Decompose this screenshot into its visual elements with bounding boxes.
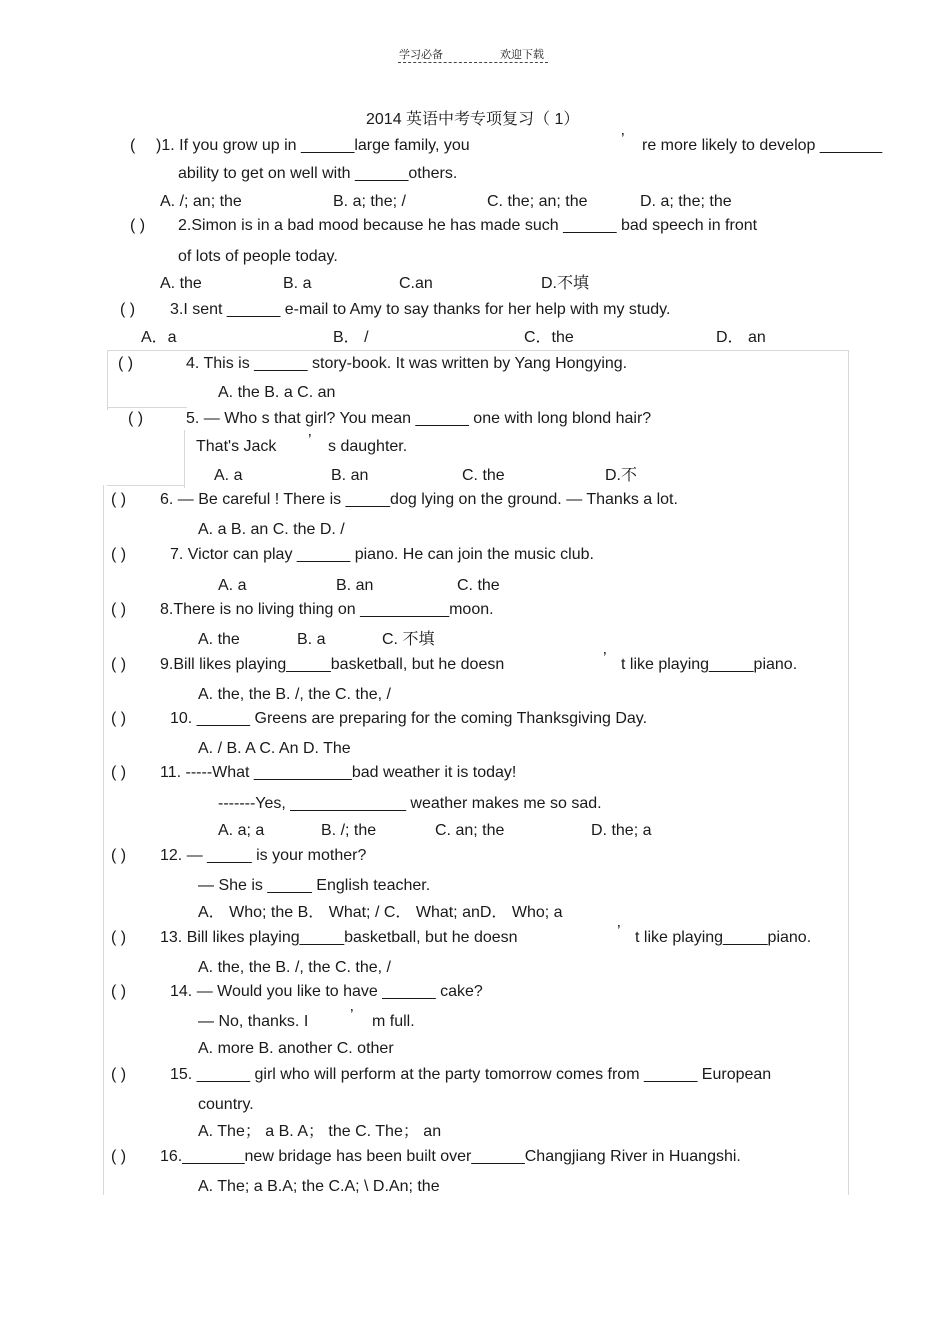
q1-line2: ability to get on well with ______others. <box>178 165 458 182</box>
q15-text: 15. ______ girl who will perform at the party tomorrow comes from ______ European <box>170 1066 772 1083</box>
q7-option-c: C. the <box>457 577 500 594</box>
q1-text-rest: re more likely to develop _______ <box>642 137 883 154</box>
q5-line2b: s daughter. <box>328 438 408 455</box>
q5-paren: ( ) <box>128 410 144 427</box>
q9-text-rest: t like playing_____piano. <box>621 656 798 673</box>
q4-paren: ( ) <box>118 355 134 372</box>
q3-text: 3.I sent ______ e-mail to Amy to say thanks for her help with my study. <box>170 301 671 318</box>
q11-line2: -------Yes, _____________ weather makes me so sad. <box>218 795 602 812</box>
q2-paren: ( ) <box>130 217 146 234</box>
q13-apostrophe: ’ <box>617 923 621 940</box>
frame-line <box>107 350 108 410</box>
q8-text: 8.There is no living thing on __________moon. <box>160 601 494 618</box>
q2-option-c: C.an <box>399 275 433 292</box>
q13-text-rest: t like playing_____piano. <box>635 929 812 946</box>
header-right: 欢迎下载 <box>500 48 544 61</box>
q1-option-c: C. the; an; the <box>487 193 588 210</box>
q15-paren: ( ) <box>111 1066 127 1083</box>
q2-option-d: D.不填 <box>541 275 590 292</box>
q9-text: 9.Bill likes playing_____basketball, but he doesn <box>160 656 505 673</box>
q3-option-b: B． / <box>333 329 369 346</box>
q3-paren: ( ) <box>120 301 136 318</box>
q4-options: A. the B. a C. an <box>218 384 336 401</box>
q11-option-c: C. an; the <box>435 822 505 839</box>
q1-apostrophe: ’ <box>621 131 625 148</box>
q14-paren: ( ) <box>111 983 127 1000</box>
q16-options: A. The; a B.A; the C.A; \ D.An; the <box>198 1178 440 1195</box>
q12-text: 12. — _____ is your mother? <box>160 847 367 864</box>
q2-line2: of lots of people today. <box>178 248 338 265</box>
q6-options: A. a B. an C. the D. / <box>198 521 345 538</box>
q5-option-b: B. an <box>331 467 369 484</box>
q1-option-b: B. a; the; / <box>333 193 406 210</box>
q3-option-c: C．the <box>524 329 574 346</box>
q8-option-b: B. a <box>297 631 326 648</box>
q11-option-a: A. a; a <box>218 822 265 839</box>
q12-options: A． Who; the B． What; / C． What; anD． Who; a <box>198 904 563 921</box>
q2-option-b: B. a <box>283 275 312 292</box>
q15-options: A. The； a B. A； the C. The； an <box>198 1123 442 1140</box>
q2-text: 2.Simon is in a bad mood because he has made such ______ bad speech in front <box>178 217 758 234</box>
q8-option-a: A. the <box>198 631 240 648</box>
q11-paren: ( ) <box>111 764 127 781</box>
q5-option-c: C. the <box>462 467 505 484</box>
q9-options: A. the, the B. /, the C. the, / <box>198 686 391 703</box>
q9-paren: ( ) <box>111 656 127 673</box>
q12-paren: ( ) <box>111 847 127 864</box>
q2-option-a: A. the <box>160 275 202 292</box>
q10-options: A. / B. A C. An D. The <box>198 740 351 757</box>
frame-line <box>107 407 187 408</box>
q1-option-d: D. a; the; the <box>640 193 732 210</box>
q5-option-d: D.不 <box>605 467 638 484</box>
q14-line2b: m full. <box>372 1013 415 1030</box>
q13-options: A. the, the B. /, the C. the, / <box>198 959 391 976</box>
q3-option-d: D． an <box>716 329 766 346</box>
q1-paren: ( <box>130 137 136 154</box>
frame-line <box>848 350 849 1195</box>
q7-option-a: A. a <box>218 577 247 594</box>
q11-option-b: B. /; the <box>321 822 377 839</box>
header-divider <box>398 62 548 63</box>
q1-text: )1. If you grow up in ______large family, you <box>156 137 470 154</box>
q6-text: 6. — Be careful ! There is _____dog lying on the ground. — Thanks a lot. <box>160 491 678 508</box>
q10-text: 10. ______ Greens are preparing for the coming Thanksgiving Day. <box>170 710 648 727</box>
frame-line <box>107 350 848 351</box>
q11-text: 11. -----What ___________bad weather it is today! <box>160 764 517 781</box>
q6-paren: ( ) <box>111 491 127 508</box>
q14-options: A. more B. another C. other <box>198 1040 394 1057</box>
q7-paren: ( ) <box>111 546 127 563</box>
q1-option-a: A. /; an; the <box>160 193 242 210</box>
q5-apostrophe: ’ <box>308 432 312 449</box>
q5-text: 5. — Who s that girl? You mean ______ one with long blond hair? <box>186 410 652 427</box>
q8-paren: ( ) <box>111 601 127 618</box>
q15-line2: country. <box>198 1096 254 1113</box>
q14-apostrophe: ’ <box>350 1007 354 1024</box>
q9-apostrophe: ’ <box>603 650 607 667</box>
q4-text: 4. This is ______ story-book. It was written by Yang Hongying. <box>186 355 628 372</box>
q8-option-c: C. 不填 <box>382 631 435 648</box>
q5-line2a: That's Jack <box>196 438 277 455</box>
header-left: 学习必备 <box>399 48 443 61</box>
q14-line2a: — No, thanks. I <box>198 1013 309 1030</box>
q7-text: 7. Victor can play ______ piano. He can join the music club. <box>170 546 594 563</box>
frame-line <box>103 485 104 1195</box>
q16-text: 16._______new bridage has been built over______Changjiang River in Huangshi. <box>160 1148 741 1165</box>
q11-option-d: D. the; a <box>591 822 652 839</box>
q5-option-a: A. a <box>214 467 243 484</box>
frame-line <box>184 430 185 488</box>
q3-option-a: A．a <box>141 329 177 346</box>
q14-text: 14. — Would you like to have ______ cake? <box>170 983 483 1000</box>
q12-line2: — She is _____ English teacher. <box>198 877 431 894</box>
q16-paren: ( ) <box>111 1148 127 1165</box>
q7-option-b: B. an <box>336 577 374 594</box>
q13-text: 13. Bill likes playing_____basketball, but he doesn <box>160 929 518 946</box>
frame-line <box>107 485 185 486</box>
q10-paren: ( ) <box>111 710 127 727</box>
page-title: 2014 英语中考专项复习（ 1） <box>366 111 580 128</box>
q13-paren: ( ) <box>111 929 127 946</box>
